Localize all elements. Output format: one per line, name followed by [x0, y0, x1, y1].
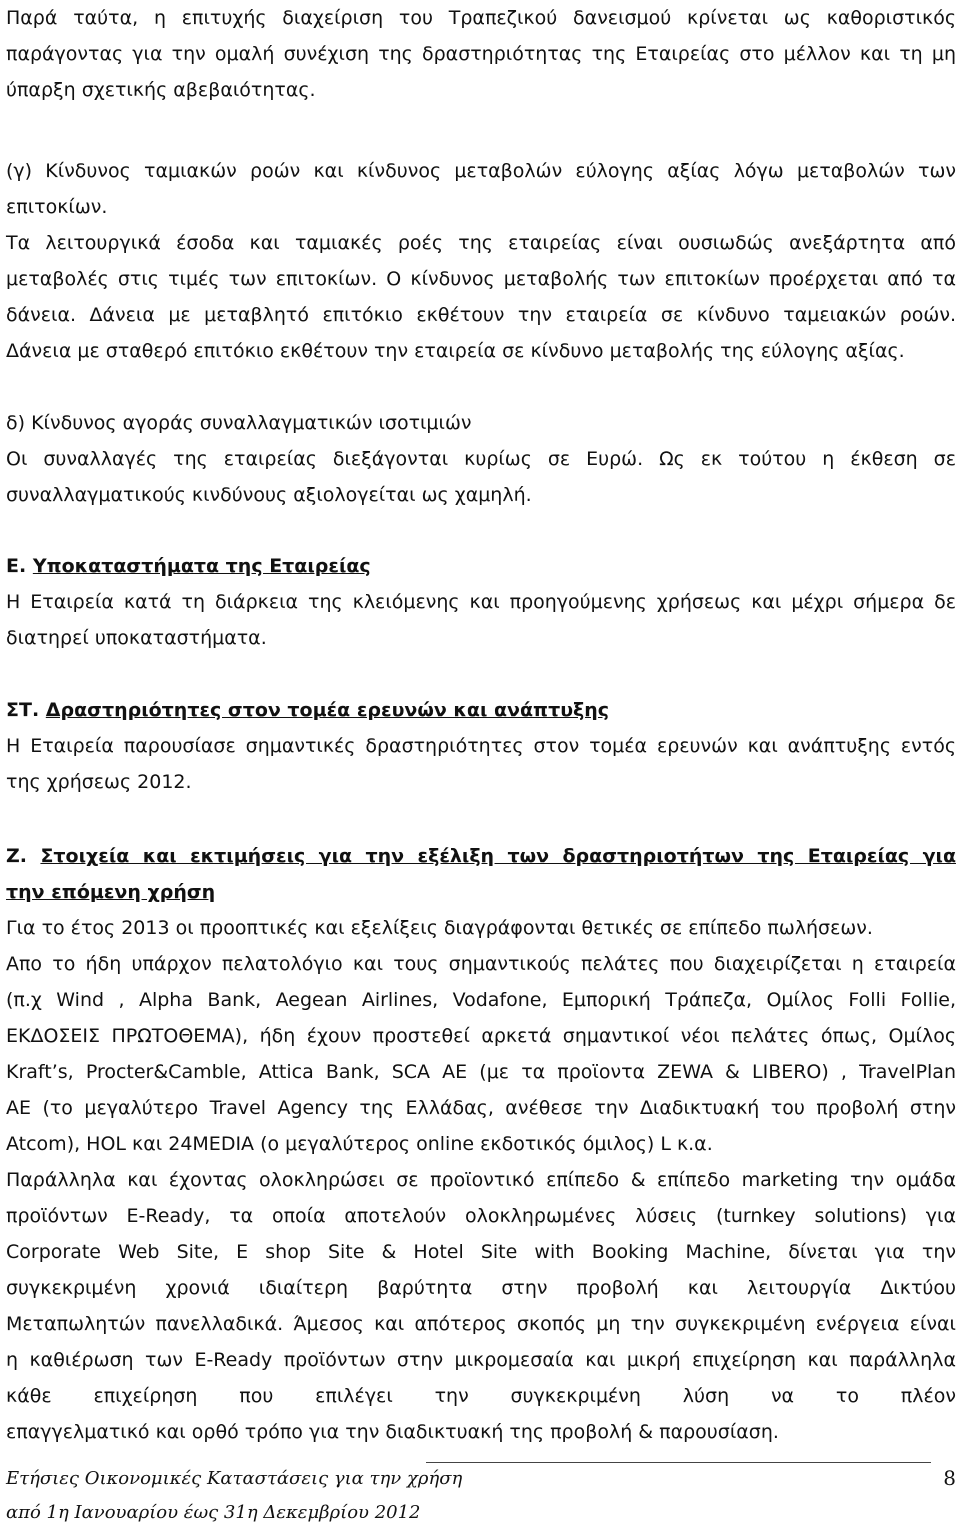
paragraph-interest-risk	[6, 153, 956, 369]
text-line: μεταβολές στις τιμές των επιτοκίων. Ο κίνδυνος μεταβολής των επιτοκίων προέρχεται από τα	[6, 268, 956, 290]
text-line: (γ) Κίνδυνος ταμιακών ροών και κίνδυνος μεταβολών εύλογης αξίας λόγω μεταβολών των	[6, 160, 956, 182]
text-line: της χρήσεως 2012.	[6, 771, 192, 793]
text-line: Μεταπωλητών πανελλαδικά. Άμεσος και απότερος σκοπός μη την συγκεκριμένη ενέργεια είναι	[6, 1313, 956, 1335]
text-line: Η Εταιρεία κατά τη διάρκεια της κλειόμενης και προηγούμενης χρήσεως και μέχρι σήμερα δε	[6, 591, 956, 613]
text-line: Οι συναλλαγές της εταιρείας διεξάγονται κυρίως σε Ευρώ. Ως εκ τούτου η έκθεση σε	[6, 448, 956, 470]
page-number: 8	[943, 1466, 956, 1490]
text-line: (π.χ Wind , Alpha Bank, Aegean Airlines, Vodafone, Εμπορική Τράπεζα, Ομίλος Folli Follie,	[6, 989, 956, 1011]
section-heading	[6, 548, 956, 584]
text-line: επιτοκίων.	[6, 196, 108, 218]
text-line: ΕΚΔΟΣΕΙΣ ΠΡΩΤΟΘΕΜΑ), ήδη έχουν προστεθεί αρκετά σημαντικοί νέοι πελάτες όπως, Ομίλος	[6, 1025, 956, 1047]
text-line: συγκεκριμένη χρονιά ιδιαίτερη βαρύτητα στην προβολή και λειτουργία Δικτύου	[6, 1277, 956, 1299]
text-line: διατηρεί υποκαταστήματα.	[6, 627, 267, 649]
text-line: Η Εταιρεία παρουσίασε σημαντικές δραστηριότητες στον τομέα ερευνών και ανάπτυξης εντός	[6, 735, 956, 757]
text-line: AE (το μεγαλύτερο Travel Agency της Ελλάδας, ανέθεσε την Διαδικτυακή του προβολή στην	[6, 1097, 956, 1119]
section-heading	[6, 838, 956, 874]
section-heading	[6, 692, 956, 728]
section-title: Στοιχεία και εκτιμήσεις για την εξέλιξη των δραστηριοτήτων της Εταιρείας για	[40, 845, 956, 867]
text-line: Δάνεια με σταθερό επιτόκιο εκθέτουν την εταιρεία σε κίνδυνο μεταβολής της εύλογης αξίας.	[6, 340, 905, 362]
text-line: Atcom), HOL και 24MEDIA (ο μεγαλύτερος online εκδοτικός όμιλος) L κ.α.	[6, 1133, 713, 1155]
section-title: Δραστηριότητες στον τομέα ερευνών και ανάπτυξης	[45, 699, 610, 721]
text-line: επαγγελματικό και ορθό τρόπο για την διαδικτυακή της προβολή & παρουσίαση.	[6, 1421, 779, 1443]
footer-period: από 1η Ιανουαρίου έως 31η Δεκεμβρίου 2012	[6, 1502, 421, 1523]
text-line: Τα λειτουργικά έσοδα και ταμιακές ροές της εταιρείας είναι ουσιωδώς ανεξάρτητα από	[6, 232, 956, 254]
section-branches	[6, 548, 956, 656]
text-line: Kraft’s, Procter&Camble, Attica Bank, SCA AE (με τα προϊοντα ZEWA & LIBERO) , TravelPlan	[6, 1061, 956, 1083]
text-line: Απο το ήδη υπάρχον πελατολόγιο και τους σημαντικούς πελάτες που διαχειρίζεται η εταιρεία	[6, 953, 956, 975]
text-line: Παρά ταύτα, η επιτυχής διαχείριση του Τραπεζικού δανεισμού κρίνεται ως καθοριστικός	[6, 7, 956, 29]
section-outlook	[6, 838, 956, 1450]
section-prefix: Ζ.	[6, 845, 27, 867]
section-research	[6, 692, 956, 800]
text-line: δ) Κίνδυνος αγοράς συναλλαγματικών ισοτιμιών	[6, 412, 472, 434]
section-title: Υποκαταστήματα της Εταιρείας	[32, 555, 371, 577]
text-line: η καθιέρωση των E-Ready προϊόντων στην μικρομεσαία και μικρή επιχείρηση και παράλληλα	[6, 1349, 956, 1371]
text-line: Corporate Web Site, E shop Site & Hotel Site with Booking Machine, δίνεται για την	[6, 1241, 956, 1263]
section-title-cont: την επόμενη χρήση	[6, 881, 216, 903]
text-line: κάθε επιχείρηση που επιλέγει την συγκεκριμένη λύση να το πλέον	[6, 1385, 956, 1407]
footer-divider	[426, 1462, 931, 1463]
text-line: Παράλληλα και έχοντας ολοκληρώσει σε προϊοντικό επίπεδο & επίπεδο marketing την ομάδα	[6, 1169, 956, 1191]
section-prefix: Ε.	[6, 555, 27, 577]
text-line: δάνεια. Δάνεια με μεταβλητό επιτόκιο εκθέτουν την εταιρεία σε κίνδυνο ταμειακών ροών.	[6, 304, 956, 326]
text-line: Για το έτος 2013 οι προοπτικές και εξελίξεις διαγράφονται θετικές σε επίπεδο πωλήσεων.	[6, 917, 873, 939]
paragraph-fx-risk	[6, 405, 956, 513]
footer-title: Ετήσιες Οικονομικές Καταστάσεις για την χρήση	[6, 1468, 463, 1489]
text-line: παράγοντας για την ομαλή συνέχιση της δραστηριότητας της Εταιρείας στο μέλλον και τη μη	[6, 43, 956, 65]
text-line: προϊόντων E-Ready, τα οποία αποτελούν ολοκληρωμένες λύσεις (turnkey solutions) για	[6, 1205, 956, 1227]
section-prefix: ΣΤ.	[6, 699, 40, 721]
text-line: συναλλαγματικούς κινδύνους αξιολογείται ως χαμηλή.	[6, 484, 532, 506]
text-line: ύπαρξη σχετικής αβεβαιότητας.	[6, 79, 316, 101]
paragraph-borrowing	[6, 0, 956, 108]
